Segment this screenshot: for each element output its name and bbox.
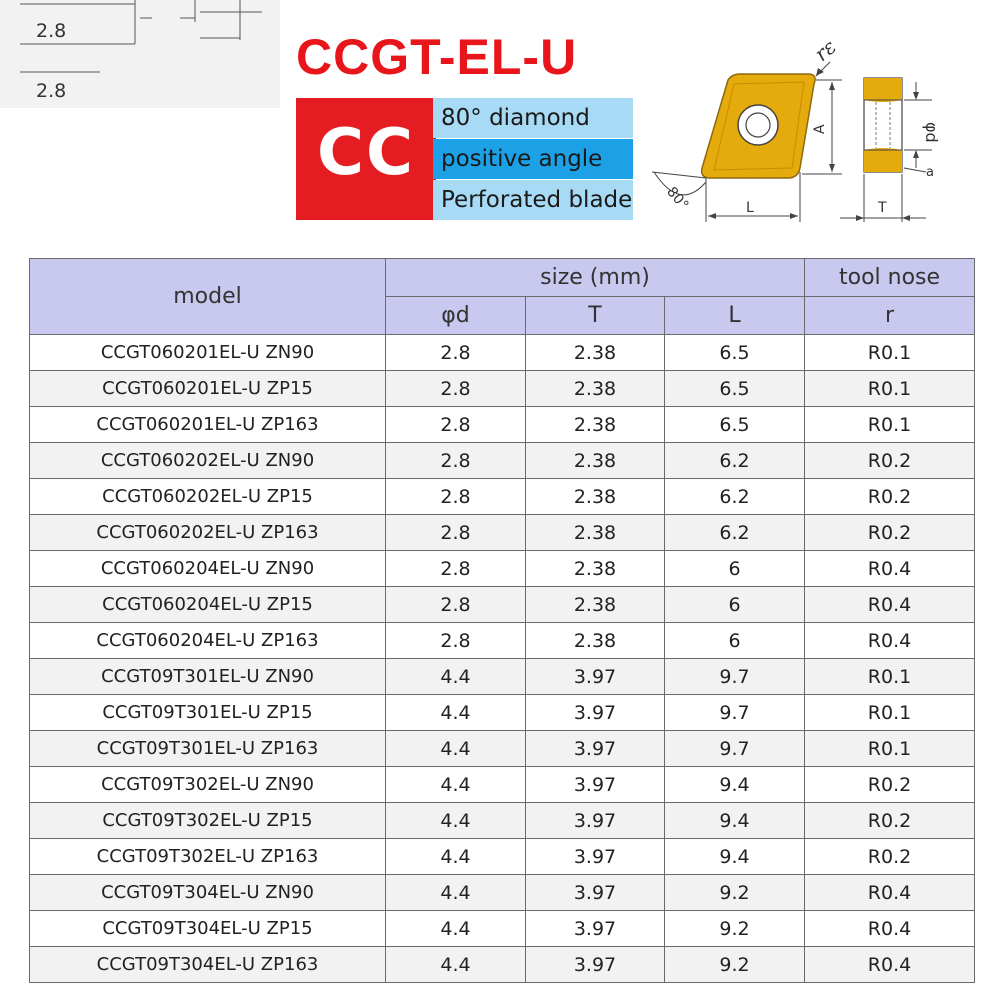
table-row bbox=[30, 695, 975, 731]
cell-T: 2.38 bbox=[526, 479, 665, 515]
table-row bbox=[30, 371, 975, 407]
table-row bbox=[30, 623, 975, 659]
cell-T: 2.38 bbox=[526, 443, 665, 479]
table-row bbox=[30, 443, 975, 479]
cell-model: CCGT060204EL-U ZN90 bbox=[30, 551, 386, 587]
cell-r: R0.4 bbox=[805, 875, 975, 911]
cell-r: R0.1 bbox=[805, 371, 975, 407]
cell-L: 6.2 bbox=[665, 515, 805, 551]
cell-r: R0.4 bbox=[805, 587, 975, 623]
cell-T: 2.38 bbox=[526, 335, 665, 371]
cell-T: 2.38 bbox=[526, 587, 665, 623]
fragment-value: 2.8 bbox=[36, 80, 67, 102]
table-row bbox=[30, 659, 975, 695]
label-r-epsilon: rε bbox=[809, 34, 841, 66]
cell-d: 2.8 bbox=[386, 443, 526, 479]
cell-model: CCGT060201EL-U ZP15 bbox=[30, 371, 386, 407]
cell-T: 3.97 bbox=[526, 875, 665, 911]
cell-model: CCGT09T301EL-U ZP15 bbox=[30, 695, 386, 731]
cell-T: 2.38 bbox=[526, 371, 665, 407]
cropped-table-fragment bbox=[0, 0, 280, 110]
cell-d: 2.8 bbox=[386, 623, 526, 659]
cell-L: 6.2 bbox=[665, 479, 805, 515]
header-L: L bbox=[665, 297, 805, 335]
table-row bbox=[30, 947, 975, 983]
cell-model: CCGT060201EL-U ZN90 bbox=[30, 335, 386, 371]
insert-diagram bbox=[640, 22, 950, 232]
cell-r: R0.2 bbox=[805, 803, 975, 839]
cell-r: R0.2 bbox=[805, 479, 975, 515]
table-row bbox=[30, 839, 975, 875]
table-row bbox=[30, 911, 975, 947]
table-row bbox=[30, 335, 975, 371]
cell-L: 9.4 bbox=[665, 803, 805, 839]
cell-model: CCGT060204EL-U ZP15 bbox=[30, 587, 386, 623]
cell-r: R0.2 bbox=[805, 515, 975, 551]
cell-model: CCGT09T304EL-U ZN90 bbox=[30, 875, 386, 911]
cell-L: 6.2 bbox=[665, 443, 805, 479]
cell-d: 2.8 bbox=[386, 515, 526, 551]
cell-d: 4.4 bbox=[386, 695, 526, 731]
type-badge bbox=[296, 98, 436, 220]
cell-model: CCGT060202EL-U ZP15 bbox=[30, 479, 386, 515]
cell-r: R0.1 bbox=[805, 731, 975, 767]
cell-L: 9.2 bbox=[665, 947, 805, 983]
cell-T: 3.97 bbox=[526, 911, 665, 947]
badge-label: CC bbox=[317, 116, 415, 190]
cell-T: 3.97 bbox=[526, 659, 665, 695]
table-row bbox=[30, 407, 975, 443]
cell-L: 9.4 bbox=[665, 839, 805, 875]
label-d: φd bbox=[922, 122, 941, 143]
cell-T: 2.38 bbox=[526, 407, 665, 443]
cell-model: CCGT09T304EL-U ZP15 bbox=[30, 911, 386, 947]
cell-d: 4.4 bbox=[386, 875, 526, 911]
cell-L: 6 bbox=[665, 587, 805, 623]
cell-d: 4.4 bbox=[386, 731, 526, 767]
cell-d: 2.8 bbox=[386, 371, 526, 407]
cell-T: 3.97 bbox=[526, 731, 665, 767]
cell-T: 3.97 bbox=[526, 839, 665, 875]
label-angle: 80° bbox=[663, 184, 692, 214]
cell-T: 3.97 bbox=[526, 695, 665, 731]
header-r: r bbox=[805, 297, 975, 335]
cell-d: 4.4 bbox=[386, 839, 526, 875]
cell-T: 2.38 bbox=[526, 551, 665, 587]
cell-T: 3.97 bbox=[526, 947, 665, 983]
cell-model: CCGT09T302EL-U ZN90 bbox=[30, 767, 386, 803]
cell-r: R0.2 bbox=[805, 767, 975, 803]
cell-d: 2.8 bbox=[386, 479, 526, 515]
cell-model: CCGT060201EL-U ZP163 bbox=[30, 407, 386, 443]
cell-r: R0.4 bbox=[805, 947, 975, 983]
cell-L: 6.5 bbox=[665, 335, 805, 371]
spec-table bbox=[29, 258, 975, 983]
cell-L: 9.7 bbox=[665, 731, 805, 767]
cell-r: R0.1 bbox=[805, 659, 975, 695]
cell-L: 9.7 bbox=[665, 695, 805, 731]
cell-L: 9.2 bbox=[665, 911, 805, 947]
cell-T: 2.38 bbox=[526, 623, 665, 659]
cell-d: 4.4 bbox=[386, 947, 526, 983]
header-d: φd bbox=[386, 297, 526, 335]
table-row bbox=[30, 803, 975, 839]
cell-L: 9.4 bbox=[665, 767, 805, 803]
cell-L: 9.7 bbox=[665, 659, 805, 695]
cell-r: R0.4 bbox=[805, 911, 975, 947]
cell-T: 3.97 bbox=[526, 803, 665, 839]
table-body bbox=[30, 335, 975, 983]
cell-d: 2.8 bbox=[386, 551, 526, 587]
cell-d: 4.4 bbox=[386, 659, 526, 695]
label-T: T bbox=[878, 200, 887, 216]
header-model: model bbox=[30, 259, 386, 335]
fragment-value: 2.8 bbox=[36, 20, 67, 42]
cell-model: CCGT060204EL-U ZP163 bbox=[30, 623, 386, 659]
cell-model: CCGT09T301EL-U ZN90 bbox=[30, 659, 386, 695]
cell-L: 6.5 bbox=[665, 371, 805, 407]
cell-T: 2.38 bbox=[526, 515, 665, 551]
cell-L: 6.5 bbox=[665, 407, 805, 443]
table-row bbox=[30, 587, 975, 623]
cell-model: CCGT09T304EL-U ZP163 bbox=[30, 947, 386, 983]
label-A: A bbox=[812, 124, 828, 134]
table-row bbox=[30, 479, 975, 515]
table-header-row bbox=[30, 259, 975, 297]
label-a: a bbox=[926, 165, 934, 180]
table-row bbox=[30, 551, 975, 587]
cell-r: R0.4 bbox=[805, 551, 975, 587]
header-T: T bbox=[526, 297, 665, 335]
cell-r: R0.2 bbox=[805, 443, 975, 479]
cell-d: 2.8 bbox=[386, 587, 526, 623]
feature-perforated: Perforated blade bbox=[433, 180, 633, 220]
cell-model: CCGT060202EL-U ZP163 bbox=[30, 515, 386, 551]
cell-d: 4.4 bbox=[386, 767, 526, 803]
cell-r: R0.1 bbox=[805, 335, 975, 371]
cell-r: R0.4 bbox=[805, 623, 975, 659]
product-title: CCGT-EL-U bbox=[296, 29, 578, 85]
cell-model: CCGT09T302EL-U ZP163 bbox=[30, 839, 386, 875]
cell-T: 3.97 bbox=[526, 767, 665, 803]
cell-d: 4.4 bbox=[386, 911, 526, 947]
header-tool-nose: tool nose bbox=[805, 259, 975, 297]
table-row bbox=[30, 875, 975, 911]
cell-d: 2.8 bbox=[386, 335, 526, 371]
cell-L: 9.2 bbox=[665, 875, 805, 911]
cell-model: CCGT060202EL-U ZN90 bbox=[30, 443, 386, 479]
feature-positive-angle: positive angle bbox=[433, 139, 633, 179]
feature-diamond: 80° diamond bbox=[433, 98, 633, 138]
cell-model: CCGT09T301EL-U ZP163 bbox=[30, 731, 386, 767]
header-size: size (mm) bbox=[386, 259, 805, 297]
table-row bbox=[30, 515, 975, 551]
cell-model: CCGT09T302EL-U ZP15 bbox=[30, 803, 386, 839]
cell-L: 6 bbox=[665, 551, 805, 587]
cell-r: R0.1 bbox=[805, 695, 975, 731]
cell-L: 6 bbox=[665, 623, 805, 659]
table-row bbox=[30, 731, 975, 767]
cell-d: 4.4 bbox=[386, 803, 526, 839]
cell-r: R0.2 bbox=[805, 839, 975, 875]
label-L: L bbox=[746, 200, 754, 216]
insert-hole-inner bbox=[746, 113, 770, 137]
cell-r: R0.1 bbox=[805, 407, 975, 443]
cell-d: 2.8 bbox=[386, 407, 526, 443]
table-row bbox=[30, 767, 975, 803]
